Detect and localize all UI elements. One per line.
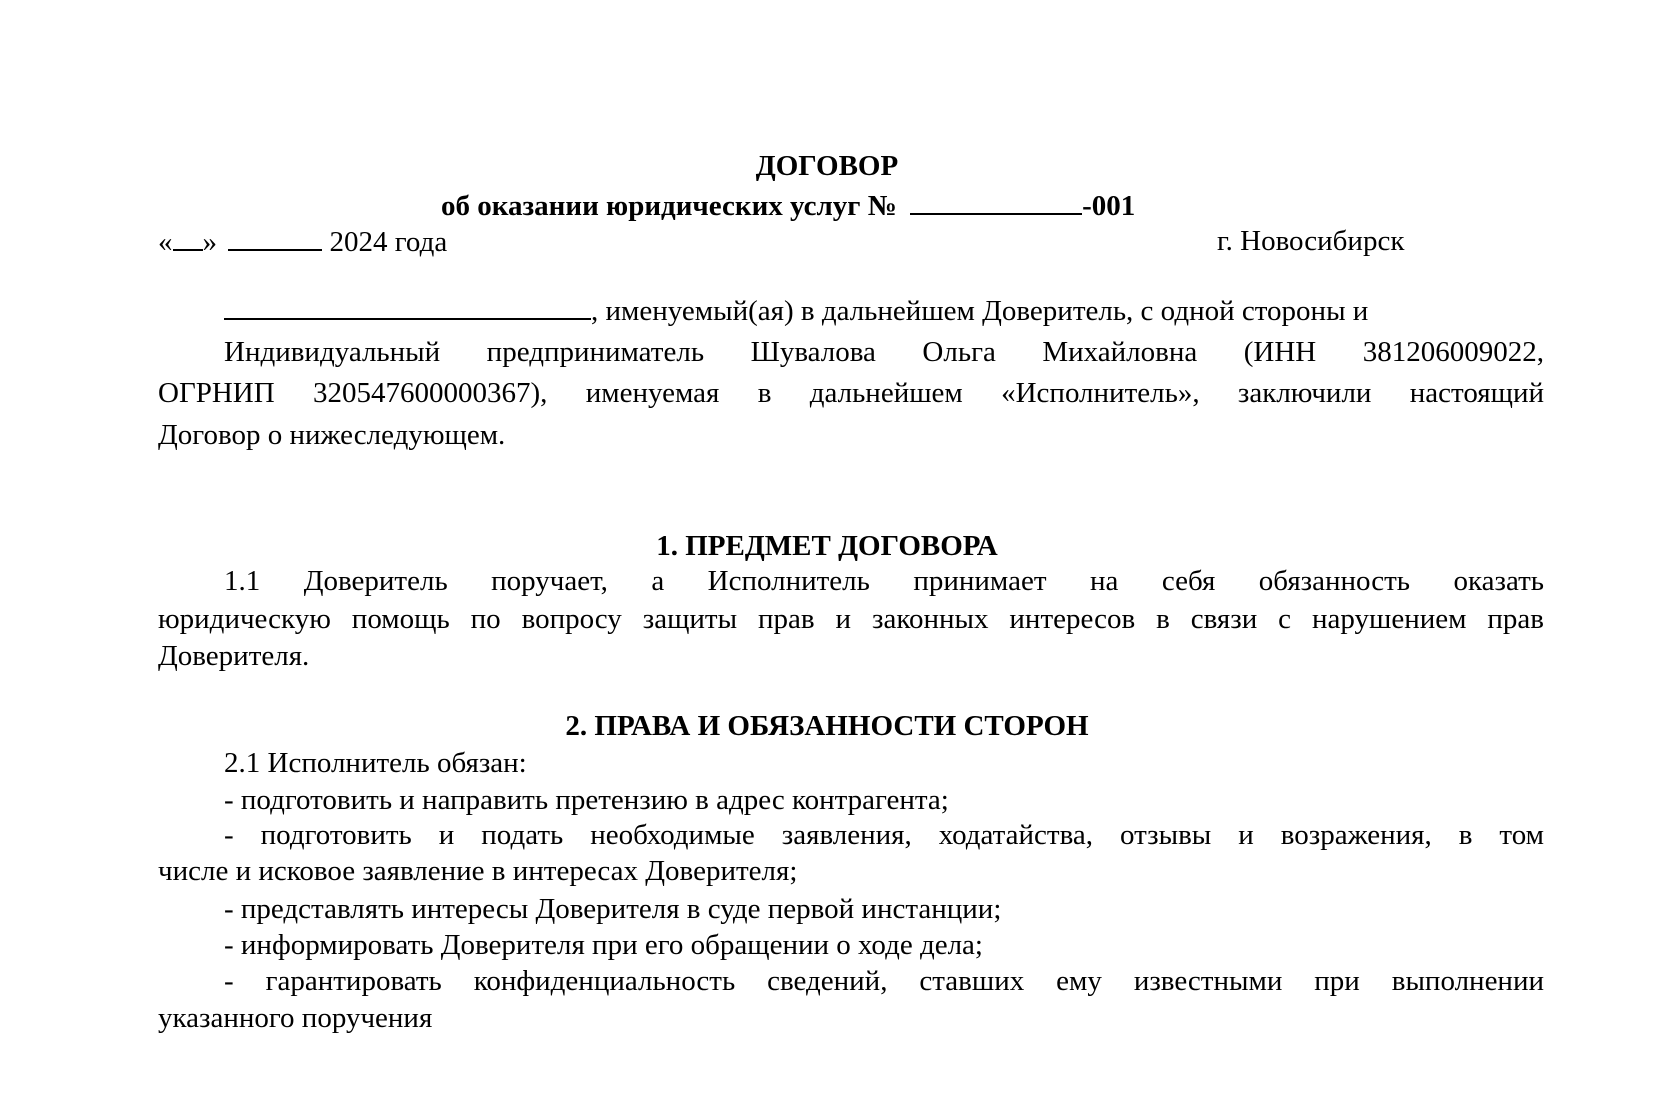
duty-item-2-line-1: - подготовить и подать необходимые заявления, ходатайства, отзывы и возражения, в том: [224, 819, 1544, 851]
section-1-line-1: 1.1 Доверитель поручает, а Исполнитель принимает на себя обязанность оказать: [224, 565, 1544, 597]
duty-item-3: - представлять интересы Доверителя в суде первой инстанции;: [224, 893, 1002, 925]
principal-name-blank: [224, 292, 591, 320]
contractor-line-1: Индивидуальный предприниматель Шувалова Ольга Михайловна (ИНН 381206009022,: [224, 336, 1544, 368]
section-1-line-3: Доверителя.: [158, 640, 310, 672]
contract-title: ДОГОВОР: [755, 150, 899, 182]
contract-date: [158, 223, 447, 260]
date-open-quote: «: [158, 226, 173, 258]
duty-item-5-line-1: - гарантировать конфиденциальность сведений, ставших ему известными при выполнении: [224, 965, 1544, 997]
section-1-line-2: юридическую помощь по вопросу защиты прав и законных интересов в связи с нарушением прав: [158, 603, 1544, 635]
day-blank: [173, 223, 203, 251]
section-1-heading: 1. ПРЕДМЕТ ДОГОВОРА: [656, 530, 998, 562]
date-close-quote: »: [202, 226, 217, 258]
section-2-heading: 2. ПРАВА И ОБЯЗАННОСТИ СТОРОН: [565, 710, 1089, 742]
duty-item-1: - подготовить и направить претензию в адрес контрагента;: [224, 784, 949, 816]
contract-subtitle: [441, 187, 1135, 224]
principal-text: , именуемый(ая) в дальнейшем Доверитель, с одной стороны и: [591, 295, 1369, 327]
contractor-line-2: ОГРНИП 320547600000367), именуемая в дальнейшем «Исполнитель», заключили настоящий: [158, 377, 1544, 409]
principal-paragraph: [224, 292, 1368, 329]
duty-item-4: - информировать Доверителя при его обращении о ходе дела;: [224, 929, 983, 961]
duty-item-5-line-2: указанного поручения: [158, 1002, 433, 1034]
contract-city: г. Новосибирск: [1217, 225, 1405, 257]
month-blank: [228, 223, 322, 251]
contract-number-blank: [910, 187, 1082, 215]
duty-item-2-line-2: числе и исковое заявление в интересах Доверителя;: [158, 855, 798, 887]
date-year: 2024 года: [329, 226, 448, 258]
contract-number-suffix: -001: [1082, 190, 1136, 222]
section-2-clause: 2.1 Исполнитель обязан:: [224, 747, 527, 779]
contractor-line-3: Договор о нижеследующем.: [158, 419, 506, 451]
subtitle-text: об оказании юридических услуг №: [441, 190, 897, 222]
